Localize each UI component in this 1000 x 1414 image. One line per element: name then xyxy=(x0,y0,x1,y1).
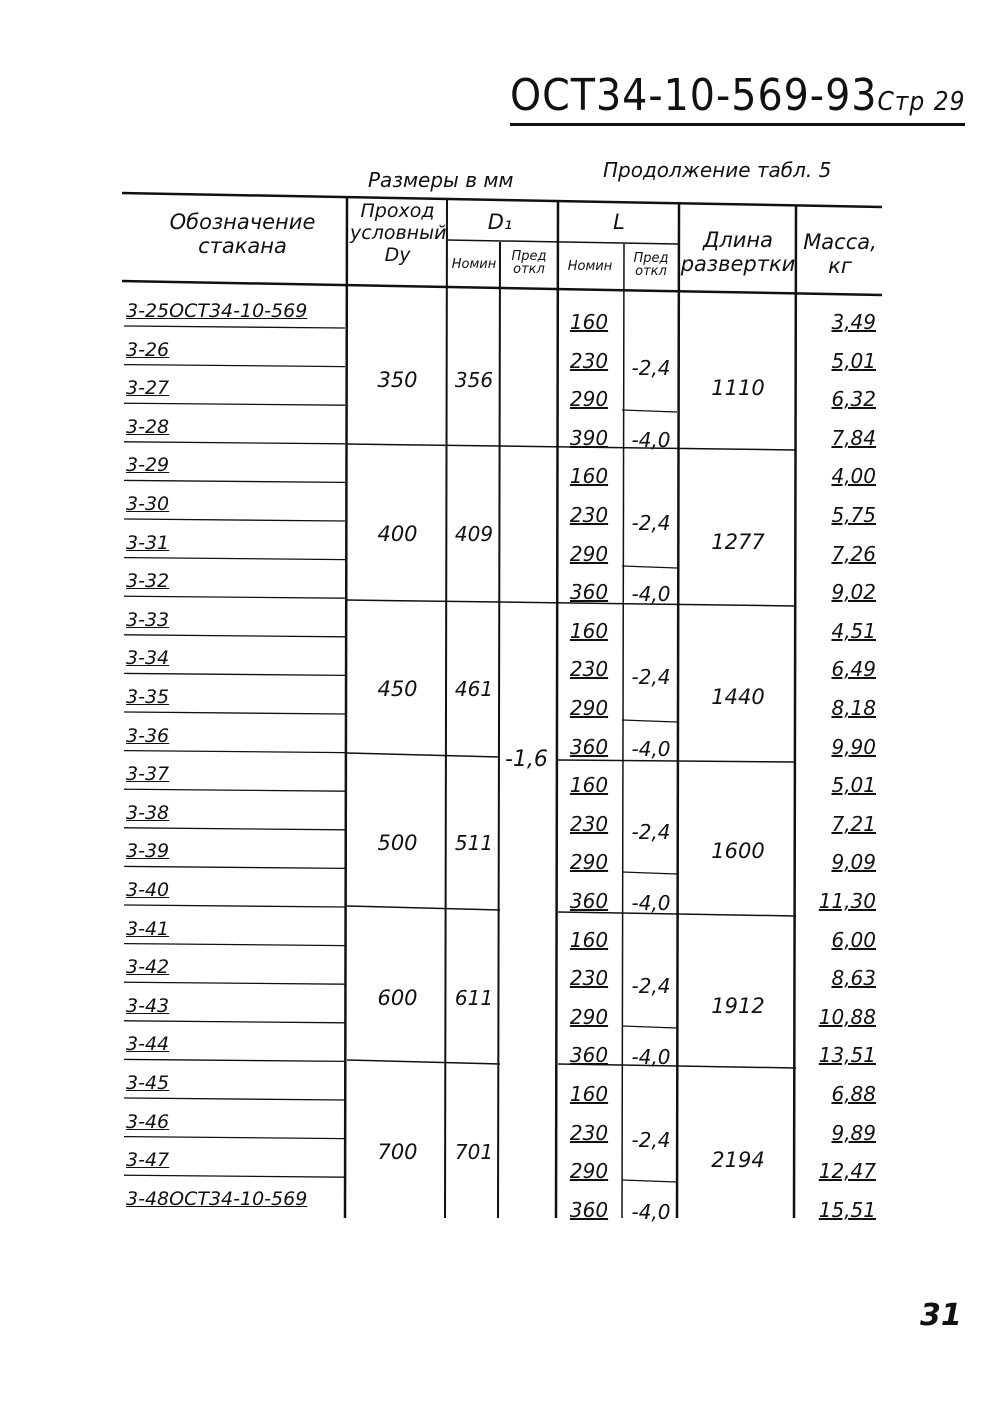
dy-cell: 700 xyxy=(377,1139,418,1164)
l-tolerance-cell: -2,4 xyxy=(631,973,671,998)
l-nominal-cell: 230 xyxy=(569,657,609,682)
designation-cell: 3-32 xyxy=(126,570,170,593)
col-d1-nominal-header: Номин xyxy=(451,257,497,272)
l-tolerance-cell: -2,4 xyxy=(631,356,671,381)
col-designation-header xyxy=(160,210,325,258)
l-nominal-cell: 290 xyxy=(569,696,609,720)
designation-cell: 3-28 xyxy=(126,415,170,438)
designation-cell: 3-25ОСТ34-10-569 xyxy=(126,300,308,322)
designation-cell: 3-46 xyxy=(126,1110,170,1133)
l-nominal-cell: 360 xyxy=(569,1197,609,1222)
designation-cell: 3-27 xyxy=(126,377,170,400)
dy-cell: 500 xyxy=(377,831,418,856)
mass-cell: 7,26 xyxy=(831,541,876,566)
col-d1-tol-line1: Пред xyxy=(511,249,547,264)
designation-cell: 3-42 xyxy=(126,956,170,979)
designation-cell: 3-36 xyxy=(126,724,170,747)
col-length-line2: развертки xyxy=(680,252,796,276)
dy-cell: 600 xyxy=(377,985,418,1010)
designation-cell: 3-39 xyxy=(126,840,170,863)
l-nominal-cell: 360 xyxy=(569,580,609,605)
l-nominal-cell: 290 xyxy=(569,387,609,412)
mass-cell: 4,00 xyxy=(831,464,876,489)
designation-cell: 3-30 xyxy=(126,493,170,515)
l-nominal-cell: 160 xyxy=(569,927,609,952)
l-nominal-cell: 360 xyxy=(569,889,609,913)
designation-cell: 3-43 xyxy=(126,994,170,1017)
mass-cell: 6,00 xyxy=(831,927,876,952)
l-nominal-cell: 160 xyxy=(569,310,609,334)
col-l-nominal-header: Номин xyxy=(567,259,613,274)
l-nominal-cell: 230 xyxy=(569,966,609,991)
designation-cell: 3-31 xyxy=(126,531,170,554)
mass-cell: 9,90 xyxy=(831,734,876,759)
designation-cell: 3-47 xyxy=(126,1149,170,1172)
page-number: 31 xyxy=(920,1298,962,1333)
col-dy-line3: Dу xyxy=(384,244,411,266)
l-tolerance-cell: -2,4 xyxy=(631,510,671,535)
mass-cell: 7,21 xyxy=(831,811,876,836)
designation-cell: 3-35 xyxy=(126,686,170,708)
l-nominal-cell: 290 xyxy=(569,541,609,566)
dy-cell: 400 xyxy=(377,522,418,547)
d1-nominal-cell: 511 xyxy=(454,831,494,856)
l-tolerance-cell: -4,0 xyxy=(631,1199,671,1224)
l-tolerance-cell: -4,0 xyxy=(631,582,671,607)
col-dy-line2: условный xyxy=(350,222,447,244)
d1-nominal-cell: 356 xyxy=(454,367,494,392)
d1-nominal-cell: 611 xyxy=(454,985,494,1010)
dy-cell: 450 xyxy=(377,676,418,701)
l-tolerance-cell: -2,4 xyxy=(631,819,671,844)
mass-cell: 13,51 xyxy=(818,1043,876,1068)
mass-cell: 3,49 xyxy=(831,310,876,334)
mass-cell: 5,01 xyxy=(831,773,876,798)
mass-cell: 6,32 xyxy=(831,387,876,412)
length-cell: 1600 xyxy=(711,839,765,864)
mass-cell: 5,75 xyxy=(831,503,876,527)
col-l-tol-line2: откл xyxy=(635,264,667,279)
l-nominal-cell: 360 xyxy=(569,1043,609,1068)
d1-nominal-cell: 701 xyxy=(454,1139,494,1164)
continuation-note: Продолжение табл. 5 xyxy=(603,158,832,182)
mass-cell: 11,30 xyxy=(818,889,876,913)
l-nominal-cell: 230 xyxy=(569,503,609,527)
l-tolerance-cell: -4,0 xyxy=(631,1045,671,1070)
l-nominal-cell: 390 xyxy=(569,425,609,450)
col-l-header: L xyxy=(613,210,625,234)
col-d1-tolerance-header xyxy=(501,250,557,276)
mass-cell: 8,18 xyxy=(831,696,876,720)
col-l-tolerance-header xyxy=(624,252,678,278)
col-l-tol-line1: Пред xyxy=(633,251,669,266)
l-nominal-cell: 290 xyxy=(569,1159,609,1184)
l-nominal-cell: 230 xyxy=(569,811,609,836)
l-nominal-cell: 230 xyxy=(569,1120,609,1145)
mass-cell: 8,63 xyxy=(831,966,876,991)
col-d1-tol-line2: откл xyxy=(513,262,545,277)
designation-cell: 3-40 xyxy=(126,879,170,901)
col-mass-line2: кг xyxy=(828,254,852,278)
units-note: Размеры в мм xyxy=(368,168,514,192)
designation-cell: 3-38 xyxy=(126,801,170,824)
mass-cell: 15,51 xyxy=(818,1197,876,1222)
mass-cell: 4,51 xyxy=(831,618,876,643)
mass-cell: 10,88 xyxy=(818,1004,876,1029)
l-tolerance-cell: -4,0 xyxy=(631,427,671,452)
designation-cell: 3-26 xyxy=(126,338,170,361)
l-tolerance-cell: -4,0 xyxy=(631,736,671,761)
l-nominal-cell: 160 xyxy=(569,618,609,643)
designation-cell: 3-48ОСТ34-10-569 xyxy=(126,1187,308,1210)
l-nominal-cell: 360 xyxy=(569,734,609,759)
l-tolerance-cell: -4,0 xyxy=(631,891,671,915)
designation-cell: 3-37 xyxy=(126,763,170,786)
l-nominal-cell: 290 xyxy=(569,850,609,875)
designation-cell: 3-33 xyxy=(126,608,170,631)
col-dy-header xyxy=(350,200,445,266)
designation-cell: 3-45 xyxy=(126,1072,170,1094)
mass-cell: 5,01 xyxy=(831,348,876,373)
length-cell: 1110 xyxy=(711,375,765,400)
mass-cell: 6,88 xyxy=(831,1082,876,1106)
col-mass-line1: Масса, xyxy=(803,230,877,254)
designation-cell: 3-41 xyxy=(126,917,170,940)
mass-cell: 9,02 xyxy=(831,580,876,605)
length-cell: 1277 xyxy=(711,530,765,555)
dy-cell: 350 xyxy=(377,367,418,392)
col-length-line1: Длина xyxy=(702,228,774,252)
d1-tolerance-value: -1,6 xyxy=(505,747,548,772)
page-ref: Стр 29 xyxy=(877,87,966,117)
l-nominal-cell: 160 xyxy=(569,773,609,798)
l-nominal-cell: 230 xyxy=(569,348,609,373)
col-designation-line1: Обозначение xyxy=(169,210,316,234)
l-nominal-cell: 160 xyxy=(569,1082,609,1106)
col-mass-header xyxy=(798,230,882,278)
l-nominal-cell: 160 xyxy=(569,464,609,489)
mass-cell: 9,09 xyxy=(831,850,876,875)
col-length-header xyxy=(680,228,796,276)
designation-cell: 3-44 xyxy=(126,1033,170,1056)
d1-nominal-cell: 461 xyxy=(454,676,494,701)
col-d1-header: D₁ xyxy=(487,210,513,234)
length-cell: 1440 xyxy=(711,684,765,709)
col-designation-line2: стакана xyxy=(198,234,287,258)
length-cell: 2194 xyxy=(711,1147,765,1172)
length-cell: 1912 xyxy=(711,993,765,1018)
designation-cell: 3-29 xyxy=(126,454,170,477)
l-tolerance-cell: -2,4 xyxy=(631,665,671,690)
col-dy-line1: Проход xyxy=(360,200,435,222)
mass-cell: 9,89 xyxy=(831,1120,876,1145)
l-tolerance-cell: -2,4 xyxy=(631,1128,671,1153)
d1-nominal-cell: 409 xyxy=(454,522,494,547)
mass-cell: 12,47 xyxy=(818,1159,876,1184)
mass-cell: 7,84 xyxy=(831,425,876,450)
l-nominal-cell: 290 xyxy=(569,1004,609,1029)
standard-code-text: ОСТ34-10-569-93 xyxy=(510,70,878,121)
mass-cell: 6,49 xyxy=(831,657,876,682)
designation-cell: 3-34 xyxy=(126,647,170,670)
